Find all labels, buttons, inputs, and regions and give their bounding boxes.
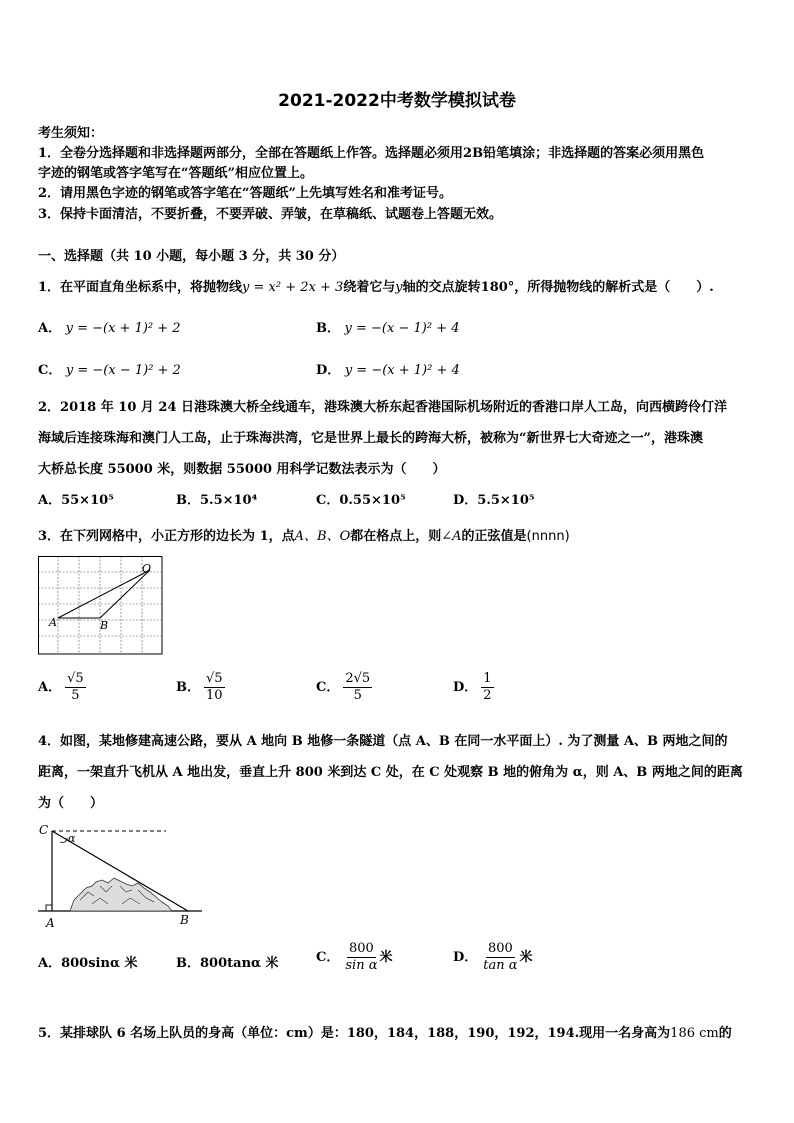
q4-option-d: D． $\frac{800}{\text{tan α}}$ 米 [453, 941, 533, 973]
question-4-line-3: 为（ ） [38, 796, 104, 811]
q3-option-a: A． $\frac{√5}{5}$ [38, 671, 84, 703]
section-heading: 一、选择题（共 10 小题，每小题 3 分，共 30 分） [38, 249, 345, 264]
question-3: 3．在下列网格中，小正方形的边长为 1，点A、B、O都在格点上，则∠A的正弦值是(nnnn) [38, 529, 570, 544]
q3-option-b: B． $\frac{√5}{10}$ [176, 671, 223, 703]
question-2-line-1: 2．2018 年 10 月 24 日港珠澳大桥全线通车，港珠澳大桥东起香港国际机场附近的香港口岸人工岛，向西横跨伶仃洋 [38, 400, 728, 415]
q4-tunnel-figure [36, 820, 206, 932]
q4-option-a: A．800sinα 米 [38, 956, 138, 971]
q4-label-c: C [39, 823, 49, 837]
q2-option-d: D．5.5×10⁵ [453, 493, 535, 508]
q1-option-a: A． y = −(x + 1)² + 2 [38, 321, 181, 336]
q1-expr: y = x² + 2x + 3 [242, 280, 344, 295]
question-4-line-2: 距离，一架直升飞机从 A 地出发，垂直上升 800 米到达 C 处，在 C 处观察 B 地的俯角为 α，则 A、B 两地之间的距离 [38, 765, 743, 780]
q3-points: A、B、O [294, 529, 351, 544]
q1-option-d: D． y = −(x + 1)² + 4 [316, 363, 460, 378]
q1-option-b: B． y = −(x − 1)² + 4 [316, 321, 460, 336]
q4-option-b: B．800tanα 米 [176, 956, 279, 971]
q5-value: 186 cm [670, 1026, 719, 1041]
q3-label-b: B [100, 619, 109, 632]
question-1 [38, 276, 714, 295]
q3-tail: (nnnn) [526, 529, 570, 544]
question-5: 5．某排球队 6 名场上队员的身高（单位：cm）是：180，184，188，190，192，194.现用一名身高为186 cm的 [38, 1026, 732, 1041]
q4-option-c: C． $\frac{800}{\text{sin α}}$ 米 [316, 941, 393, 973]
q4-label-a: A [46, 916, 55, 930]
q1-pre: 1．在平面直角坐标系中，将抛物线 [38, 280, 243, 295]
q3-option-c: C． $\frac{2√5}{5}$ [316, 671, 371, 703]
page-title: 2021-2022中考数学模拟试卷 [278, 91, 516, 111]
question-2-line-2: 海域后连接珠海和澳门人工岛，止于珠海洪湾，它是世界上最长的跨海大桥，被称为“新世界七大奇迹之一”，港珠澳 [38, 431, 703, 446]
notice-line-4: 3．保持卡面清洁，不要折叠，不要弄破、弄皱，在草稿纸、试题卷上答题无效。 [38, 207, 503, 222]
q1-post: 轴的交点旋转180°，所得抛物线的解析式是（ ）. [402, 280, 714, 295]
q1-mid: 绕着它与 [343, 280, 396, 295]
q4-label-b: B [180, 913, 189, 927]
q2-option-b: B．5.5×10⁴ [176, 493, 258, 508]
q3-grid-figure [38, 556, 166, 656]
q3-label-a: A [49, 616, 57, 629]
question-4-line-1: 4．如图，某地修建高速公路，要从 A 地向 B 地修一条隧道（点 A、B 在同一水平面上）. 为了测量 A、B 两地之间的 [38, 734, 728, 749]
question-2-line-3: 大桥总长度 55000 米，则数据 55000 用科学记数法表示为（ ） [38, 462, 446, 477]
notice-line-3: 2．请用黑色字迹的钢笔或答字笔在“答题纸”上先填写姓名和准考证号。 [38, 186, 453, 201]
q3-angle: ∠A [441, 529, 462, 544]
q2-option-c: C．0.55×10⁵ [316, 493, 406, 508]
notice-heading: 考生须知： [38, 126, 104, 141]
q1-option-c: C． y = −(x − 1)² + 2 [38, 363, 181, 378]
q4-label-alpha: α [68, 832, 76, 845]
q3-label-o: O [142, 562, 152, 575]
q1-axis: y [395, 280, 403, 295]
q3-option-d: D． $\frac{1}{2}$ [453, 671, 492, 703]
notice-line-1: 1．全卷分选择题和非选择题两部分，全部在答题纸上作答。选择题必须用2B铅笔填涂；非选择题的答案必须用黑色 [38, 146, 705, 161]
notice-line-2: 字迹的钢笔或答字笔写在“答题纸”相应位置上。 [38, 166, 313, 181]
q2-option-a: A．55×10⁵ [38, 493, 114, 508]
